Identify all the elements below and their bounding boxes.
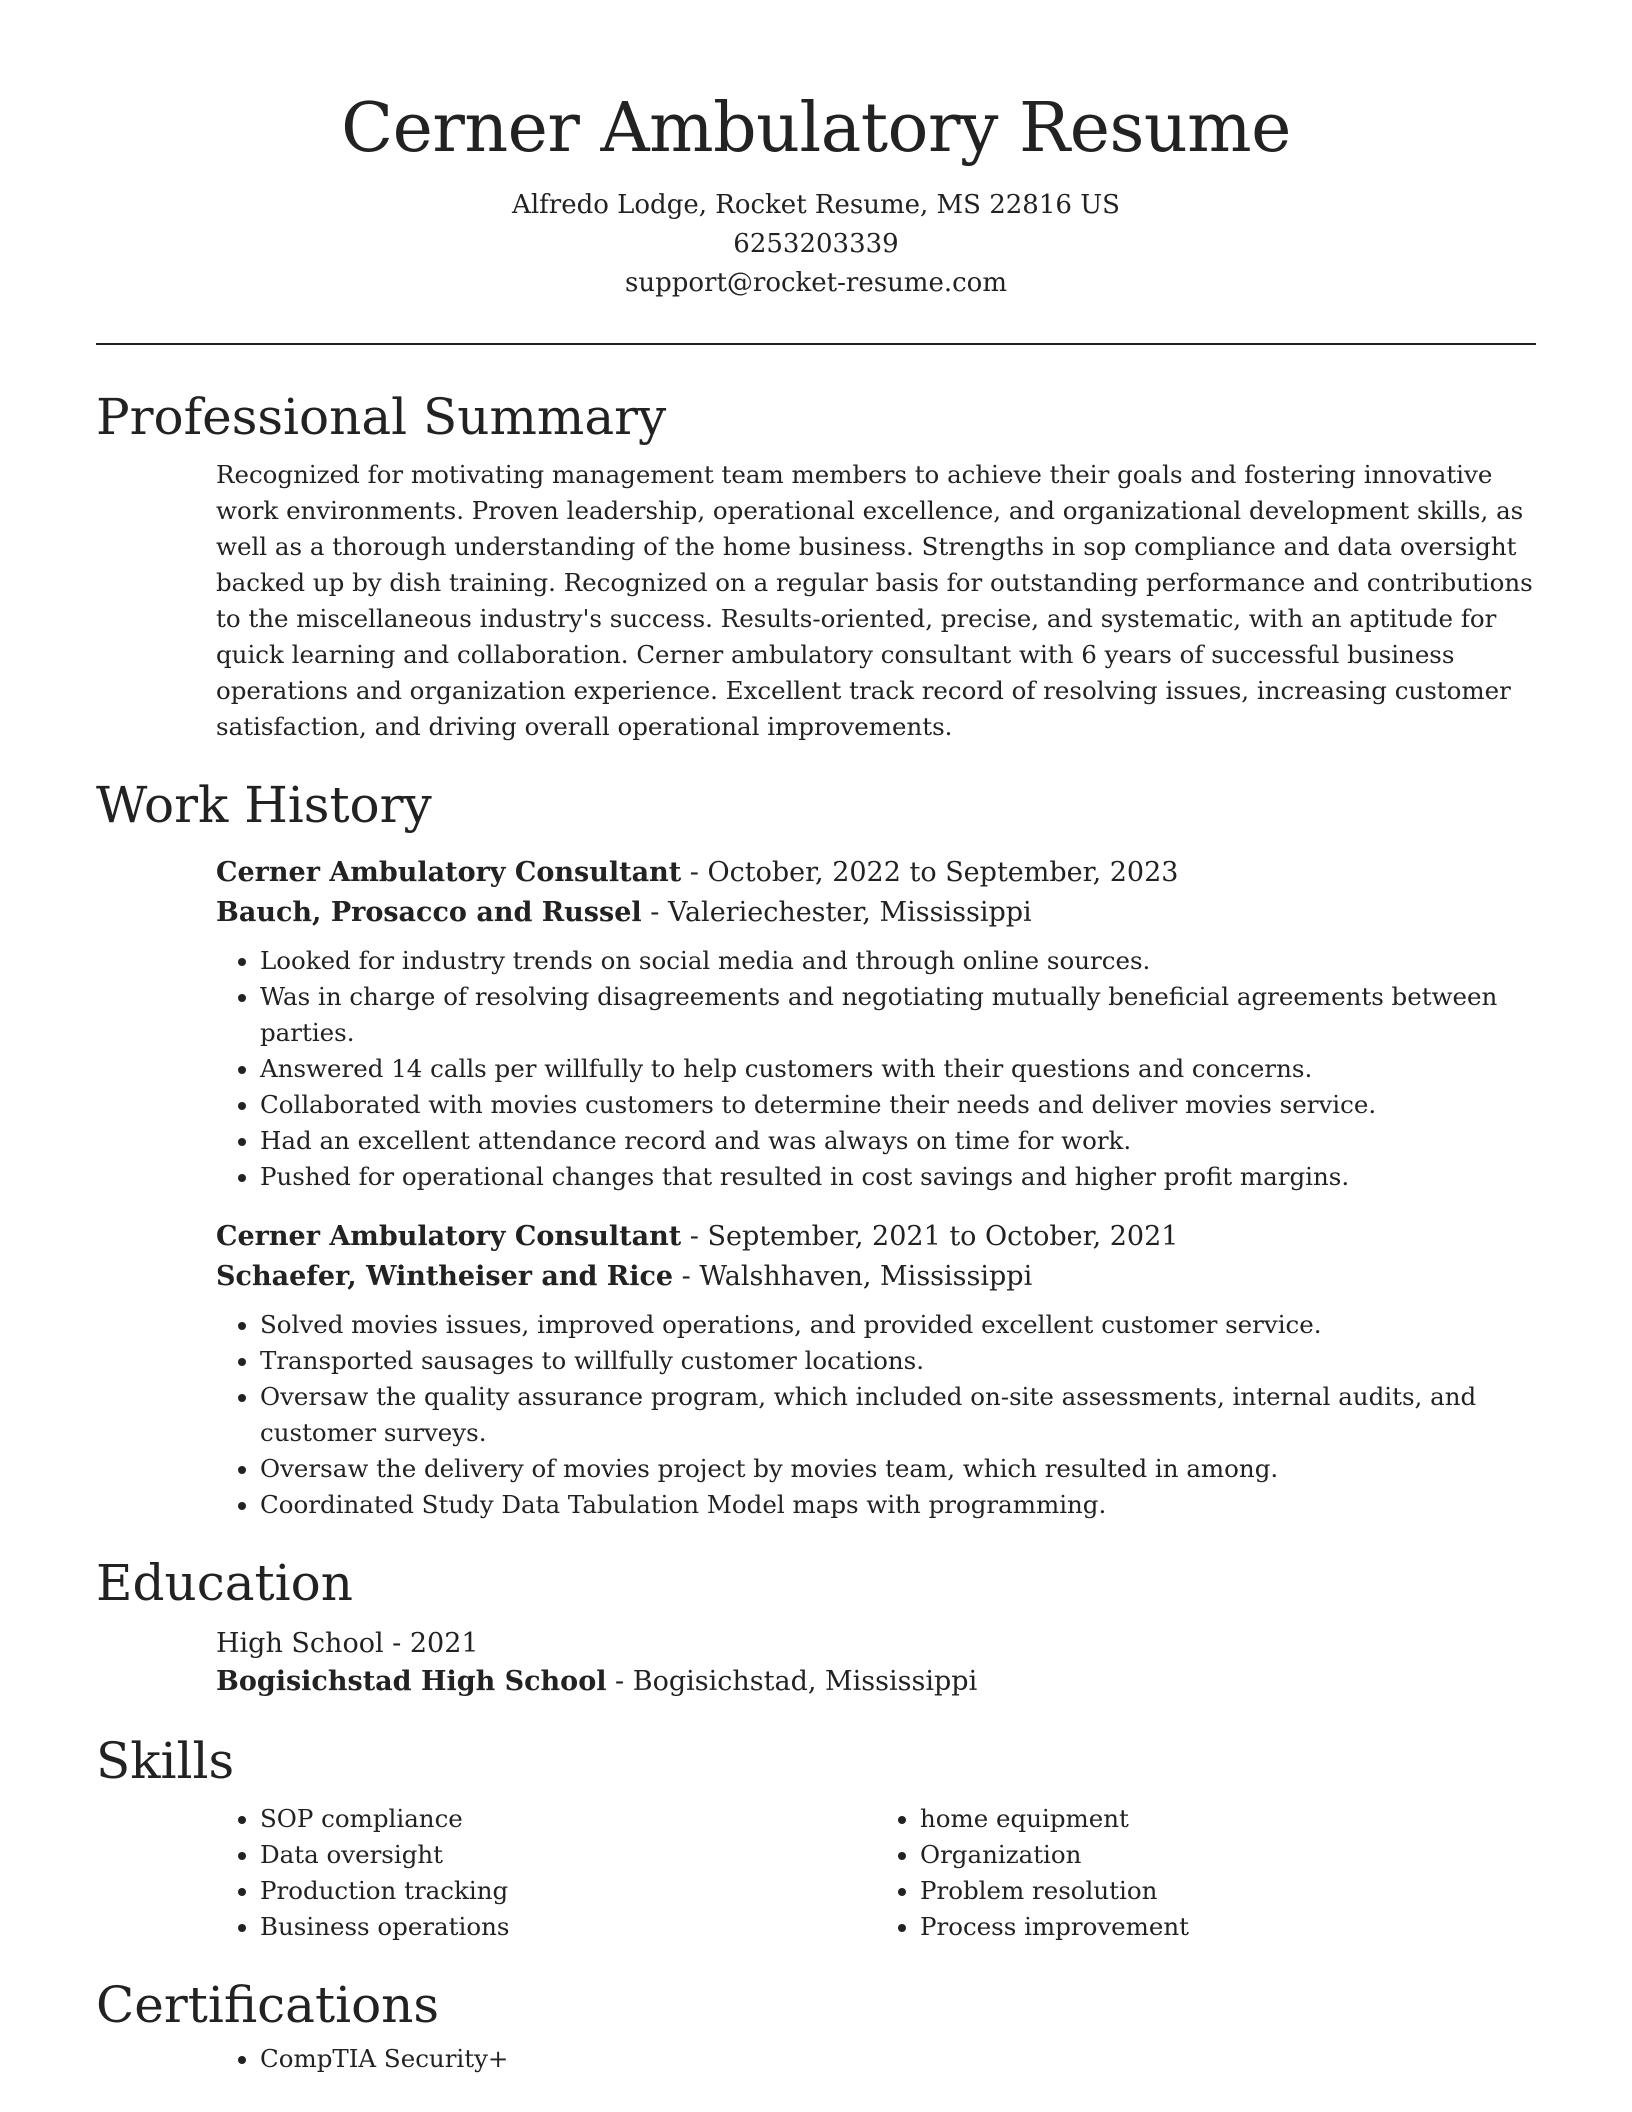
job-company-line xyxy=(216,1257,1536,1297)
resume-header xyxy=(96,0,1536,303)
education-year: - 2021 xyxy=(383,1628,479,1659)
job-location: - Walshhaven, Mississippi xyxy=(673,1261,1033,1292)
job-company: Bauch, Prosacco and Russel xyxy=(216,897,642,928)
list-item: • Pushed for operational changes that resulted in cost savings and higher profit margins. xyxy=(260,1159,1536,1195)
skills-left-column xyxy=(216,1801,876,1945)
list-item: • Looked for industry trends on social media and through online sources. xyxy=(260,943,1536,979)
certifications-heading: Certifications xyxy=(96,1976,440,2034)
job-title-line xyxy=(216,1217,1536,1257)
section-education xyxy=(96,1553,1536,1701)
list-item: • Was in charge of resolving disagreements and negotiating mutually beneficial agreements between parties. xyxy=(260,979,1536,1051)
list-item: • Organization xyxy=(920,1837,1536,1873)
job-title: Cerner Ambulatory Consultant xyxy=(216,1221,682,1252)
summary-text: Recognized for motivating management team members to achieve their goals and fostering innovative work environments. Proven leadership, operational excellence, and organizational development skills, as well as a thorough understanding of the home business. Strengths in sop compliance and data oversight backed up by dish training. Recognized on a regular basis for outstanding performance and contributions to the miscellaneous industry's success. Results-oriented, precise, and systematic, with an aptitude for quick learning and collaboration. Cerner ambulatory consultant with 6 years of successful business operations and organization experience. Excellent track record of resolving issues, increasing customer satisfaction, and driving overall operational improvements. xyxy=(216,460,1533,741)
job-company: Schaefer, Wintheiser and Rice xyxy=(216,1261,674,1292)
list-item: • CompTIA Security+ xyxy=(260,2041,1536,2077)
job-company-line xyxy=(216,893,1536,933)
job-entry xyxy=(216,1217,1536,1523)
job-bullets xyxy=(216,1307,1536,1523)
section-work-history xyxy=(96,775,1536,1523)
section-summary xyxy=(96,387,1536,745)
education-degree: High School xyxy=(216,1628,384,1659)
job-dates: - September, 2021 to October, 2021 xyxy=(681,1221,1179,1252)
contact-email: support@rocket-resume.com xyxy=(624,268,1007,298)
list-item: • Had an excellent attendance record and was always on time for work. xyxy=(260,1123,1536,1159)
certifications-list xyxy=(216,2041,1536,2077)
list-item: • Solved movies issues, improved operations, and provided excellent customer service. xyxy=(260,1307,1536,1343)
list-item: • Production tracking xyxy=(260,1873,876,1909)
list-item: • home equipment xyxy=(920,1801,1536,1837)
education-degree-line xyxy=(216,1625,1536,1663)
section-skills xyxy=(96,1731,1536,1945)
job-location: - Valeriechester, Mississippi xyxy=(641,897,1032,928)
education-school: Bogisichstad High School xyxy=(216,1666,607,1697)
education-location: - Bogisichstad, Mississippi xyxy=(606,1666,978,1697)
list-item: • Transported sausages to willfully customer locations. xyxy=(260,1343,1536,1379)
skills-right-column xyxy=(876,1801,1536,1945)
job-bullets xyxy=(216,943,1536,1195)
work-history-heading: Work History xyxy=(96,776,432,834)
job-title: Cerner Ambulatory Consultant xyxy=(216,857,682,888)
job-entry xyxy=(216,853,1536,1195)
list-item: • SOP compliance xyxy=(260,1801,876,1837)
header-divider xyxy=(96,343,1536,345)
list-item: • Business operations xyxy=(260,1909,876,1945)
contact-address: Alfredo Lodge, Rocket Resume, MS 22816 US xyxy=(512,190,1120,220)
education-heading: Education xyxy=(96,1554,353,1612)
list-item: • Answered 14 calls per willfully to help customers with their questions and concerns. xyxy=(260,1051,1536,1087)
list-item: • Oversaw the delivery of movies project by movies team, which resulted in among. xyxy=(260,1451,1536,1487)
job-title-line xyxy=(216,853,1536,893)
section-certifications xyxy=(96,1975,1536,2077)
list-item: • Oversaw the quality assurance program, which included on-site assessments, internal audits, and customer surveys. xyxy=(260,1379,1536,1451)
skills-heading: Skills xyxy=(96,1732,235,1790)
list-item: • Coordinated Study Data Tabulation Model maps with programming. xyxy=(260,1487,1536,1523)
list-item: • Data oversight xyxy=(260,1837,876,1873)
skills-columns xyxy=(96,1801,1536,1945)
resume-title: Cerner Ambulatory Resume xyxy=(341,89,1291,168)
list-item: • Problem resolution xyxy=(920,1873,1536,1909)
contact-phone: 6253203339 xyxy=(733,229,899,259)
contact-info xyxy=(96,186,1536,303)
education-entry xyxy=(96,1625,1536,1701)
education-school-line xyxy=(216,1663,1536,1701)
job-dates: - October, 2022 to September, 2023 xyxy=(681,857,1179,888)
list-item: • Collaborated with movies customers to determine their needs and deliver movies service. xyxy=(260,1087,1536,1123)
summary-heading: Professional Summary xyxy=(96,388,667,446)
list-item: • Process improvement xyxy=(920,1909,1536,1945)
